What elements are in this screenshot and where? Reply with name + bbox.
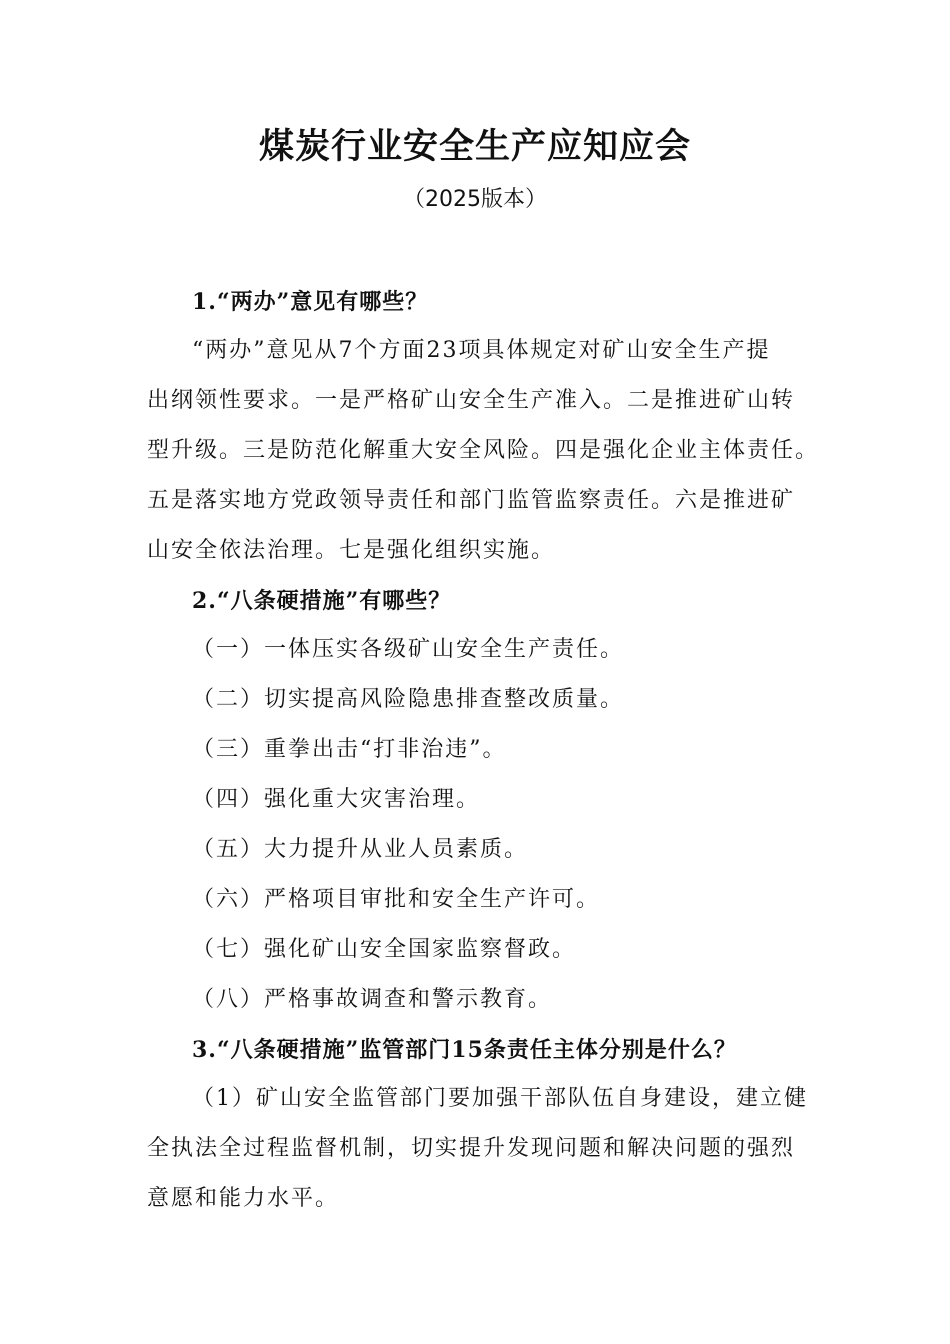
measure-item: （五）大力提升从业人员素质。: [192, 837, 529, 862]
question-2: 2.“八条硬措施”有哪些？: [192, 588, 452, 614]
measure-item: （六）严格项目审批和安全生产许可。: [192, 887, 601, 912]
document-subtitle: （2025版本）: [403, 187, 547, 212]
answer-1-line: 型升级。三是防范化解重大安全风险。四是强化企业主体责任。: [147, 438, 820, 463]
answer-1-line: 山安全依法治理。七是强化组织实施。: [147, 538, 556, 563]
measure-item: （一）一体压实各级矿山安全生产责任。: [192, 637, 625, 662]
measure-item: （二）切实提高风险隐患排查整改质量。: [192, 687, 625, 712]
answer-3-line: 全执法全过程监督机制，切实提升发现问题和解决问题的强烈: [147, 1136, 796, 1161]
answer-1-line: “两办”意见从7个方面23项具体规定对矿山安全生产提: [192, 338, 771, 363]
measure-item: （八）严格事故调查和警示教育。: [192, 987, 553, 1012]
question-3: 3.“八条硬措施”监管部门15条责任主体分别是什么？: [192, 1037, 737, 1063]
answer-3-line: （1）矿山安全监管部门要加强干部队伍自身建设，建立健: [192, 1086, 808, 1111]
measure-item: （三）重拳出击“打非治违”。: [192, 737, 507, 762]
measure-item: （四）强化重大灾害治理。: [192, 787, 481, 812]
document-title: 煤炭行业安全生产应知应会: [258, 126, 691, 167]
answer-1-line: 五是落实地方党政领导责任和部门监管监察责任。六是推进矿: [147, 488, 796, 513]
answer-3-line: 意愿和能力水平。: [147, 1186, 340, 1211]
question-1: 1.“两办”意见有哪些？: [192, 289, 429, 315]
answer-1-line: 出纲领性要求。一是严格矿山安全生产准入。二是推进矿山转: [147, 388, 796, 413]
measure-item: （七）强化矿山安全国家监察督政。: [192, 937, 577, 962]
